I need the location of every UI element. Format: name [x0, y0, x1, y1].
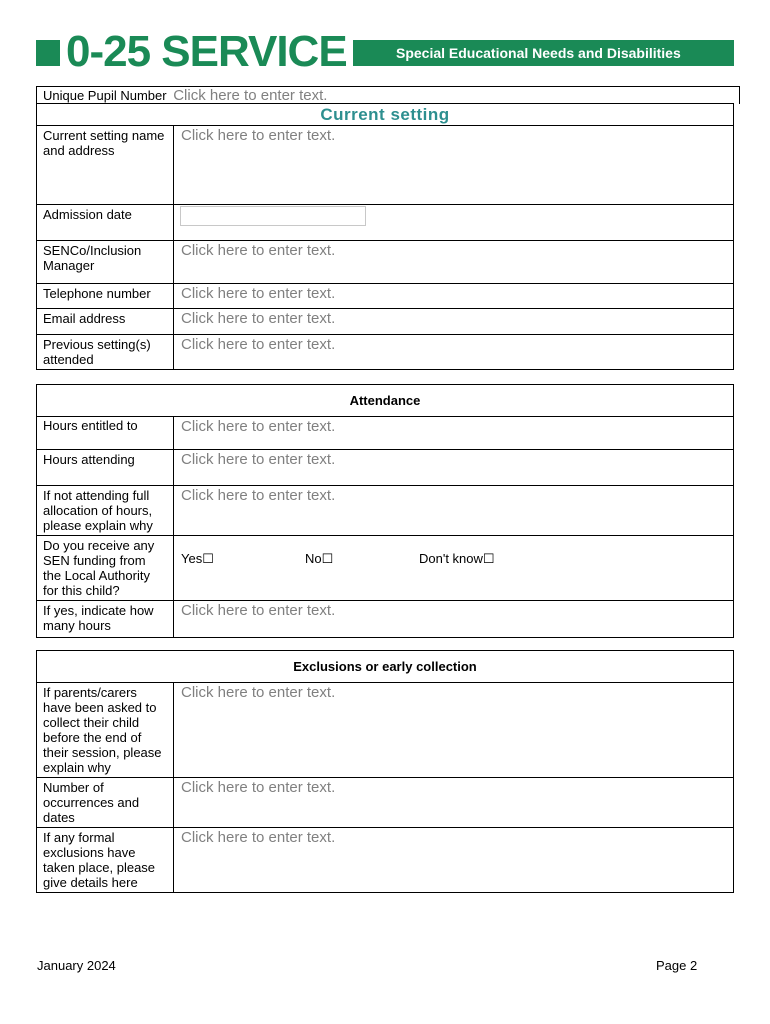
row-label-name-address: Current setting name and address [37, 126, 174, 205]
current-setting-table [36, 103, 734, 370]
option-dont-know[interactable]: Don't know☐ [419, 551, 495, 566]
how-many-hours-field[interactable]: Click here to enter text. [174, 601, 734, 638]
upn-row [36, 86, 740, 104]
attendance-title: Attendance [37, 385, 734, 417]
row-label-formal-exclusions: If any formal exclusions have taken place, please give details here [37, 828, 174, 893]
current-setting-title: Current setting [37, 104, 734, 126]
hours-entitled-field[interactable]: Click here to enter text. [174, 417, 734, 450]
formal-exclusions-field[interactable]: Click here to enter text. [174, 828, 734, 893]
row-label-occurrences: Number of occurrences and dates [37, 778, 174, 828]
upn-label: Unique Pupil Number [43, 88, 167, 103]
upn-field[interactable]: Click here to enter text. [173, 87, 328, 104]
email-field[interactable]: Click here to enter text. [174, 309, 734, 335]
footer-date: January 2024 [37, 958, 116, 973]
row-label-email: Email address [37, 309, 174, 335]
senco-field[interactable]: Click here to enter text. [174, 241, 734, 284]
row-label-previous: Previous setting(s) attended [37, 335, 174, 370]
previous-setting-field[interactable]: Click here to enter text. [174, 335, 734, 370]
hours-attending-field[interactable]: Click here to enter text. [174, 450, 734, 486]
option-yes[interactable]: Yes☐ [181, 551, 214, 566]
exclusions-table [36, 650, 734, 893]
row-label-not-full: If not attending full allocation of hours, please explain why [37, 486, 174, 536]
telephone-field[interactable]: Click here to enter text. [174, 284, 734, 309]
row-label-senco: SENCo/Inclusion Manager [37, 241, 174, 284]
row-label-collect-early: If parents/carers have been asked to collect their child before the end of their session, please explain why [37, 683, 174, 778]
admission-date-field[interactable] [180, 206, 366, 226]
sen-funding-options [174, 536, 734, 601]
footer-page-number: Page 2 [656, 958, 698, 973]
attendance-table [36, 384, 734, 638]
exclusions-title: Exclusions or early collection [37, 651, 734, 683]
collect-early-field[interactable]: Click here to enter text. [174, 683, 734, 778]
service-logo: 0-25 SERVICE [60, 28, 353, 76]
row-label-telephone: Telephone number [37, 284, 174, 309]
occurrences-field[interactable]: Click here to enter text. [174, 778, 734, 828]
option-no[interactable]: No☐ [305, 551, 334, 566]
row-label-how-many-hours: If yes, indicate how many hours [37, 601, 174, 638]
row-label-sen-funding: Do you receive any SEN funding from the Local Authority for this child? [37, 536, 174, 601]
not-full-field[interactable]: Click here to enter text. [174, 486, 734, 536]
header-tagline: Special Educational Needs and Disabilities [396, 45, 681, 61]
row-label-hours-entitled: Hours entitled to [37, 417, 174, 450]
row-label-hours-attending: Hours attending [37, 450, 174, 486]
row-label-admission-date: Admission date [37, 205, 174, 241]
name-address-field[interactable]: Click here to enter text. [174, 126, 734, 205]
